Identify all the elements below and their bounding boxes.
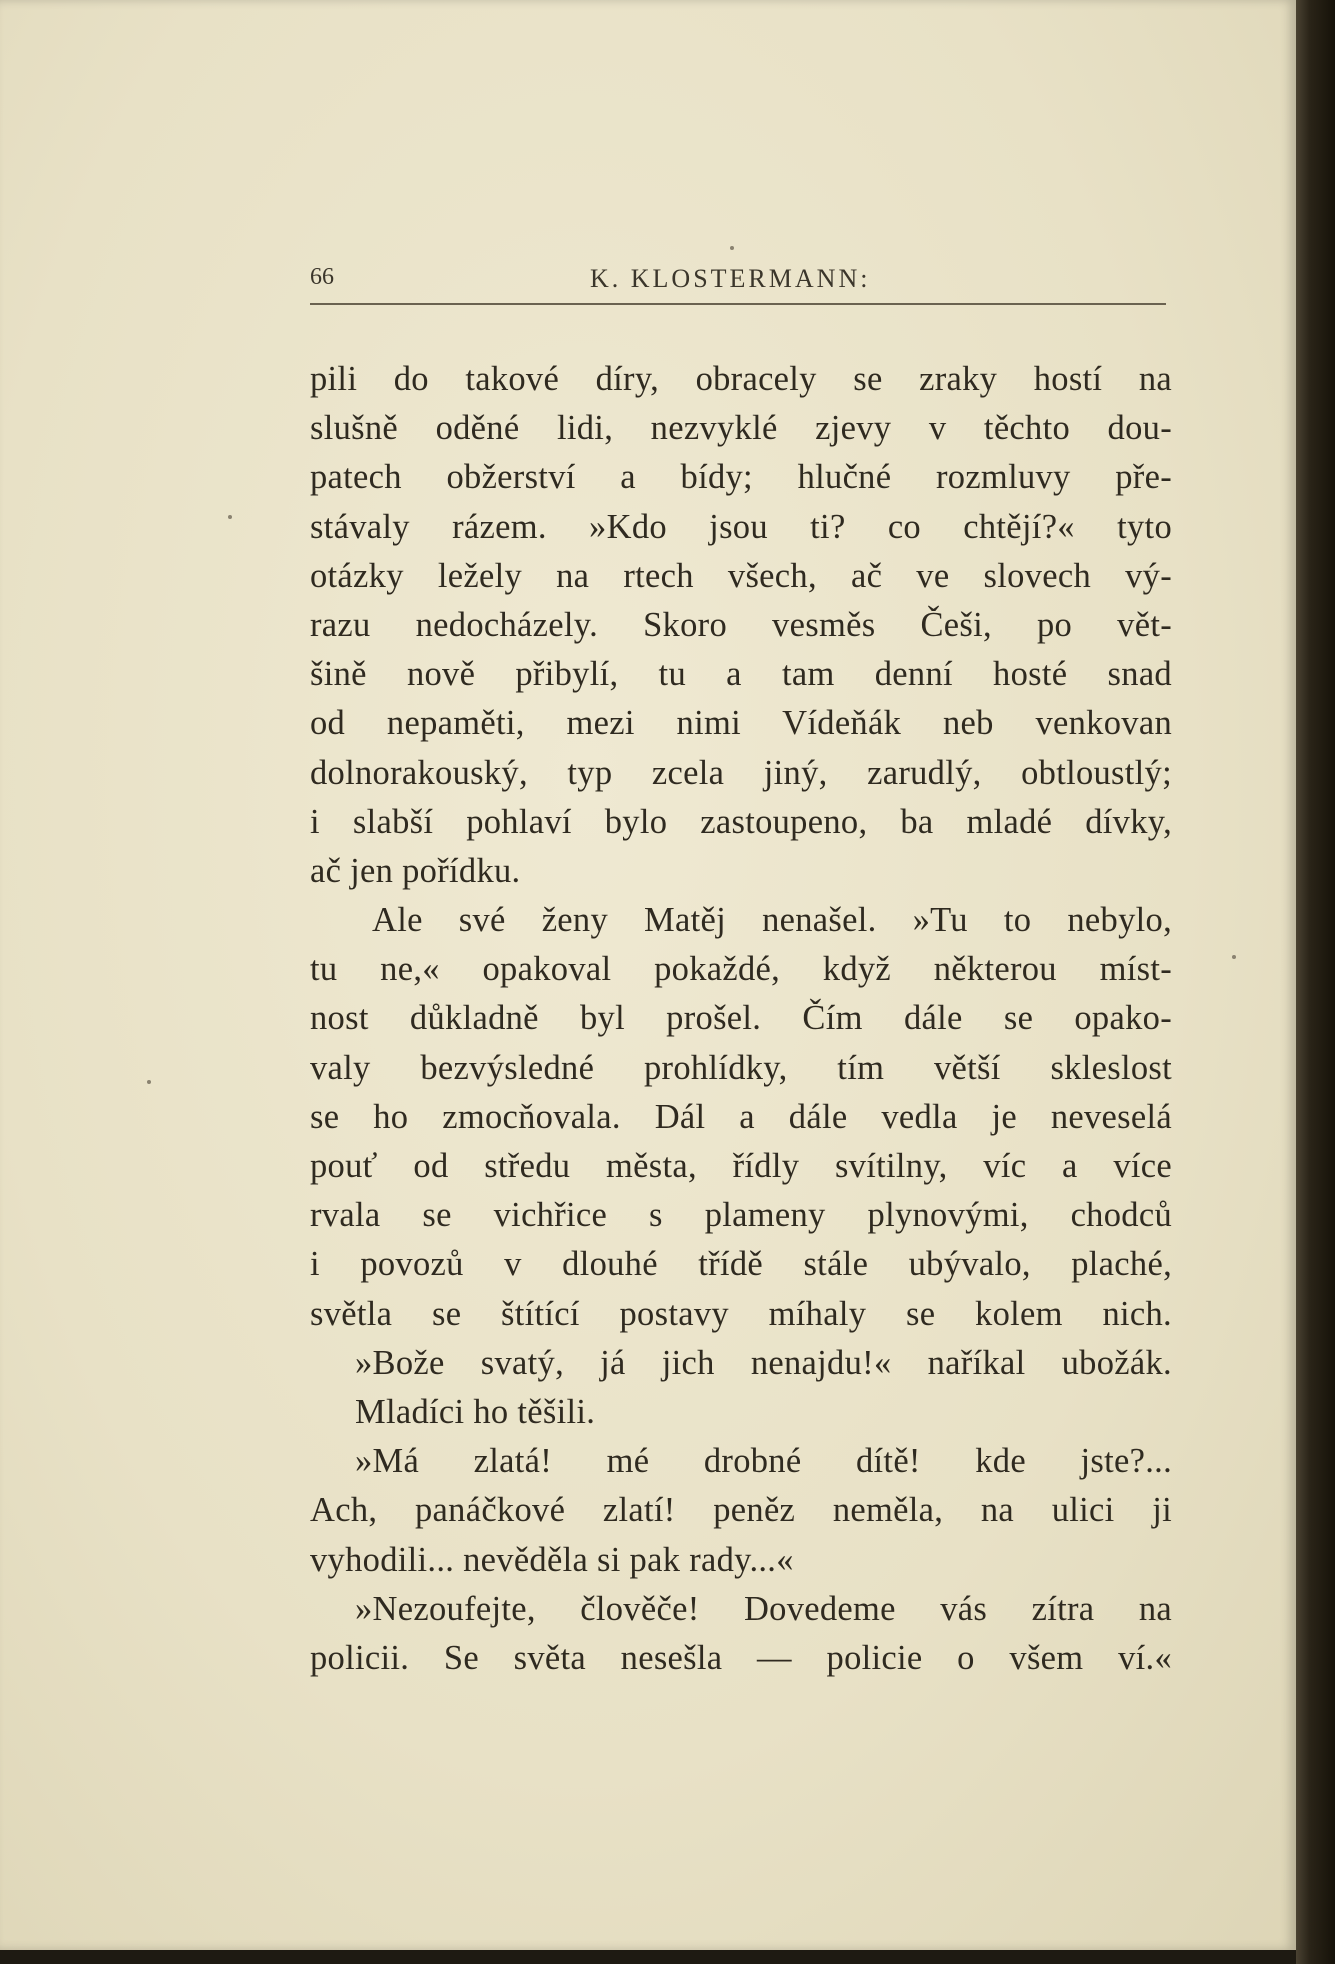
- text-line: slušně oděné lidi, nezvyklé zjevy v těchto dou-: [310, 409, 1172, 448]
- text-line: patech obžerství a bídy; hlučné rozmluvy pře-: [310, 458, 1172, 497]
- text-line: Mladíci ho těšili.: [355, 1392, 596, 1431]
- text-line: razu nedocházely. Skoro vesměs Češi, po vět-: [310, 605, 1172, 644]
- text-line: valy bezvýsledné prohlídky, tím větší skleslost: [310, 1048, 1172, 1087]
- text-line: se ho zmocňovala. Dál a dále vedla je neveselá: [310, 1097, 1172, 1136]
- text-line: policii. Se světa nesešla — policie o všem ví.«: [310, 1638, 1172, 1677]
- paper-speck: [147, 1080, 151, 1084]
- text-line: otázky ležely na rtech všech, ač ve slovech vý-: [310, 556, 1172, 595]
- text-line: dolnorakouský, typ zcela jiný, zarudlý, obtloustlý;: [310, 753, 1172, 792]
- paper-speck: [228, 515, 232, 519]
- text-line: Ale své ženy Matěj nenašel. »Tu to nebylo,: [372, 901, 1172, 940]
- text-line: pouť od středu města, řídly svítilny, víc a více: [310, 1147, 1172, 1185]
- body-text: [310, 355, 1172, 1683]
- text-line: vyhodili... nevěděla si pak rady...«: [310, 1540, 794, 1579]
- text-line: »Má zlatá! mé drobné dítě! kde jste?...: [355, 1442, 1172, 1481]
- text-line: tu ne,« opakoval pokaždé, když některou míst-: [310, 950, 1172, 989]
- text-line: i slabší pohlaví bylo zastoupeno, ba mladé dívky,: [310, 802, 1172, 841]
- text-line: Ach, panáčkové zlatí! peněz neměla, na ulici ji: [310, 1491, 1172, 1530]
- text-line: stávaly rázem. »Kdo jsou ti? co chtějí?« tyto: [310, 507, 1172, 546]
- header-rule: [310, 303, 1166, 305]
- text-line: »Bože svatý, já jich nenajdu!« naříkal ubožák.: [355, 1343, 1172, 1382]
- page-number: 66: [310, 264, 334, 290]
- text-line: »Nezoufejte, člověče! Dovedeme vás zítra na: [355, 1589, 1172, 1628]
- text-line: šině nově přibylí, tu a tam denní hosté snad: [310, 655, 1172, 694]
- text-line: ač jen pořídku.: [310, 851, 521, 890]
- text-line: světla se štítící postavy míhaly se kolem nich.: [310, 1294, 1172, 1333]
- text-line: i povozů v dlouhé třídě stále ubývalo, plaché,: [310, 1245, 1172, 1284]
- running-head: [310, 262, 1166, 302]
- text-line: rvala se vichřice s plameny plynovými, chodců: [310, 1196, 1172, 1235]
- running-head-author: K. KLOSTERMANN:: [590, 264, 871, 293]
- text-line: pili do takové díry, obracely se zraky hostí na: [310, 360, 1172, 398]
- text-line: od nepaměti, mezi nimi Vídeňák neb venkovan: [310, 704, 1172, 743]
- paper-speck: [1232, 955, 1236, 959]
- book-spine: [1296, 0, 1335, 1964]
- paper-speck: [730, 246, 734, 250]
- text-line: nost důkladně byl prošel. Čím dále se opako-: [310, 999, 1172, 1038]
